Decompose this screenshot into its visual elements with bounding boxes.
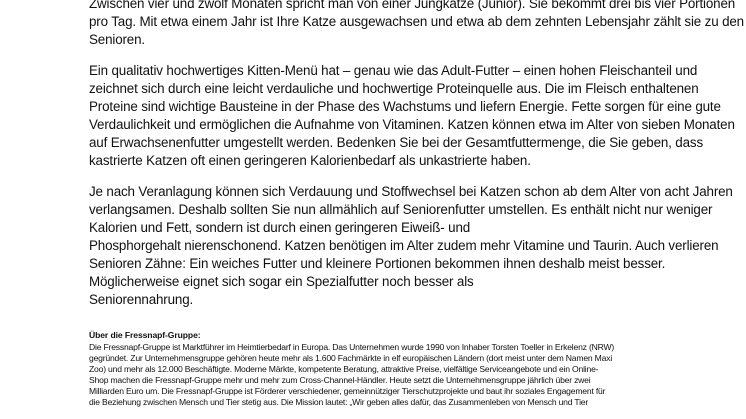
boilerplate-line: Zoo) und mehr als 12.000 Beschäftigte. Moderne Märkte, kompetente Beratung, attraktive Preise, vielfältige Serviceangebote und ein Online- <box>89 364 599 374</box>
text-line: Verdaulichkeit und ermöglichen die Aufnahme von Vitaminen. Katzen können etwa im Alter von sieben Monaten <box>89 117 735 132</box>
text-line: verlangsamen. Deshalb sollten Sie nun allmählich auf Seniorenfutter umstellen. Es enthält nicht nur weniger <box>89 202 713 217</box>
text-line: Phosphorgehalt nierenschonend. Katzen benötigen im Alter zudem mehr Vitamine und Taurin. Auch verlieren <box>89 238 719 253</box>
text-line: pro Tag. Mit etwa einem Jahr ist Ihre Katze ausgewachsen und etwa ab dem zehnten Lebensjahr zählt sie zu den <box>89 14 744 29</box>
boilerplate-line: Die Fressnapf-Gruppe ist Marktführer im Heimtierbedarf in Europa. Das Unternehmen wurde 1990 von Inhaber Torsten Toeller in Erkelenz (NRW) <box>89 342 615 352</box>
boilerplate-line: gegründet. Zur Unternehmensgruppe gehören heute mehr als 1.600 Fachmärkte in elf europäischen Ländern (dort meist unter dem Namen Maxi <box>89 353 613 363</box>
text-line: kastrierte Katzen oft einen geringeren Kalorienbedarf als unkastrierte haben. <box>89 153 531 168</box>
text-line: zeichnet sich durch eine leicht verdauliche und hochwertige Proteinquelle aus. Die im Fleisch enthaltenen <box>89 81 699 96</box>
text-line: Senioren. <box>89 32 145 47</box>
text-line: Proteine sind wichtige Bausteine in der Phase des Wachstums und liefern Energie. Fette sorgen für eine gute <box>89 99 721 114</box>
text-line: Senioren Zähne: Ein weiches Futter und kleinere Portionen bekommen ihnen deshalb meist besser. <box>89 256 666 271</box>
boilerplate-line: die Beziehung zwischen Mensch und Tier stetig aus. Die Mission lautet: „Wir geben alles dafür, das Zusammenleben von Mensch und Tier <box>89 397 589 407</box>
boilerplate-title: Über die Fressnapf-Gruppe: <box>89 330 201 340</box>
text-line: Zwischen vier und zwölf Monaten spricht man von einer Jungkatze (Junior). Sie bekommt drei bis vier Portionen <box>89 0 736 11</box>
boilerplate-line: Milliarden Euro um. Die Fressnapf-Gruppe ist Förderer verschiedener, gemeinnütziger Tierschutzprojekte und baut ihr soziales Engagement für <box>89 386 606 396</box>
text-line: Ein qualitativ hochwertiges Kitten-Menü hat – genau wie das Adult-Futter – einen hohen Fleischanteil und <box>89 63 698 78</box>
text-line: Möglicherweise eignet sich sogar ein Spezialfutter noch besser als <box>89 274 474 289</box>
text-line: auf Erwachsenenfutter umgestellt werden. Bedenken Sie bei der Gesamtfuttermenge, die Sie geben, dass <box>89 135 703 150</box>
text-line: Je nach Veranlagung können sich Verdauung und Stoffwechsel bei Katzen schon ab dem Alter von acht Jahren <box>89 184 733 199</box>
paragraph-senior-cats <box>89 183 733 309</box>
boilerplate-line: Shop machen die Fressnapf-Gruppe mehr und mehr zum Cross-Channel-Händler. Heute setzt die Unternehmensgruppe jährlich über zwei <box>89 375 591 385</box>
paragraph-junior-cats <box>89 0 744 49</box>
paragraph-kitten-menu <box>89 62 735 170</box>
text-line: Seniorennahrung. <box>89 292 194 307</box>
text-line: Kalorien und Fett, sondern ist durch einen geringeren Eiweiß- und <box>89 220 471 235</box>
boilerplate-body <box>89 342 684 408</box>
